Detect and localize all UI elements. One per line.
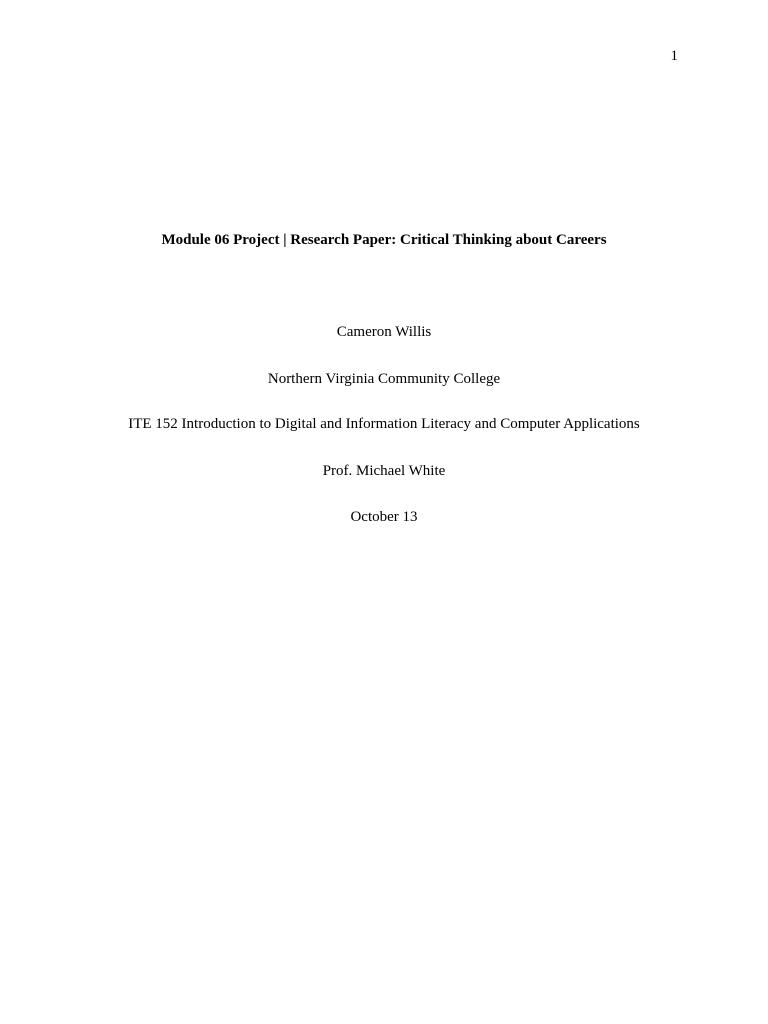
paper-title: Module 06 Project | Research Paper: Critical Thinking about Careers — [161, 232, 607, 248]
due-date: October 13 — [350, 509, 418, 525]
instructor-name: Prof. Michael White — [322, 463, 446, 479]
course-name: ITE 152 Introduction to Digital and Information Literacy and Computer Applications — [128, 416, 640, 432]
institution-name: Northern Virginia Community College — [267, 371, 501, 387]
page-number: 1 — [670, 48, 678, 64]
author-name: Cameron Willis — [336, 324, 432, 340]
